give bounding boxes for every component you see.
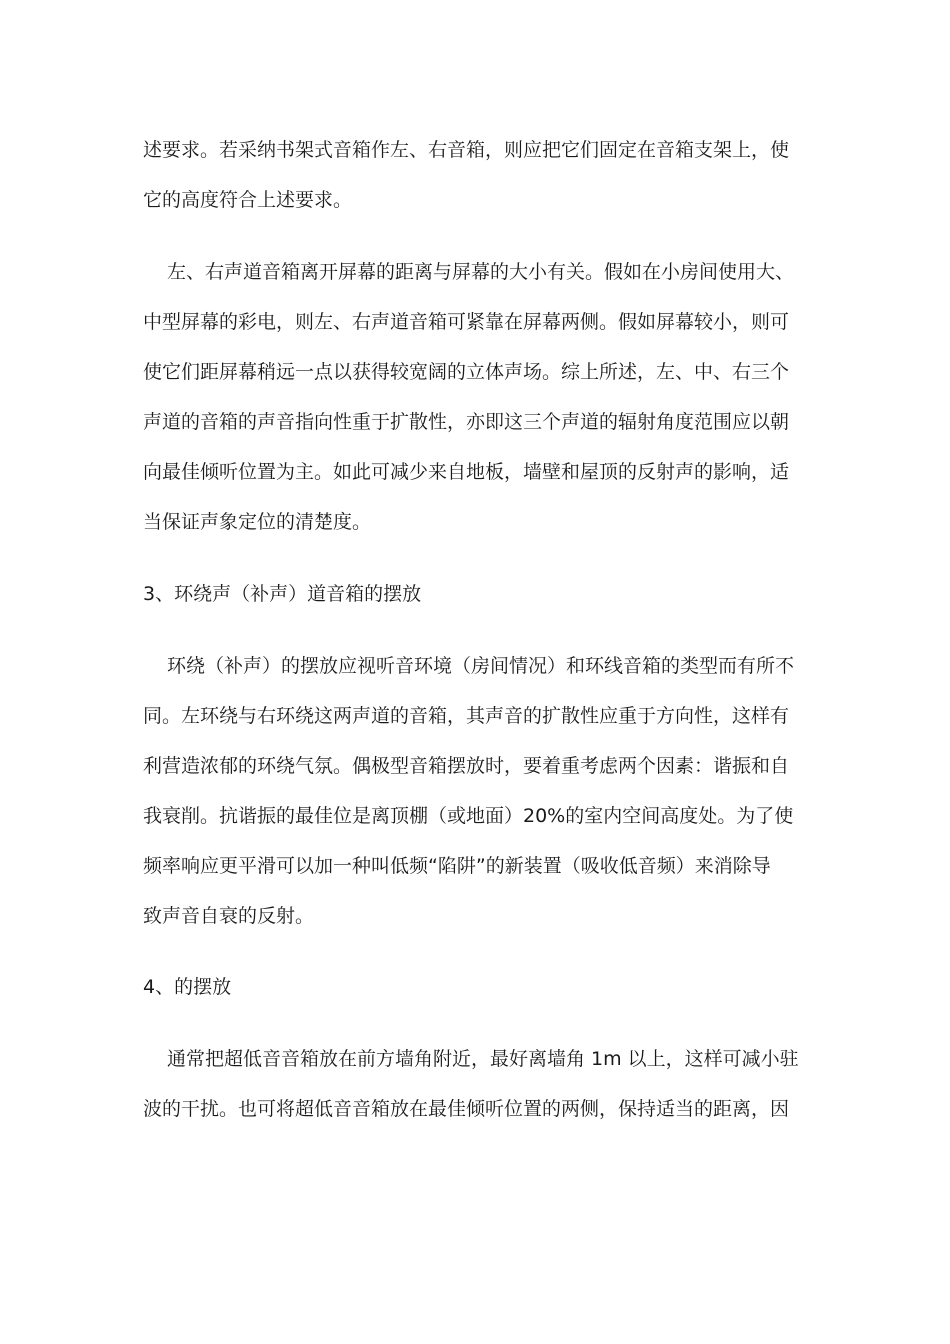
paragraph-1-line-2: 它的高度符合上述要求。 — [143, 189, 353, 211]
paragraph-2-line-6: 当保证声象定位的清楚度。 — [143, 511, 372, 533]
paragraph-2-line-2: 中型屏幕的彩电，则左、右声道音箱可紧靠在屏幕两侧。假如屏幕较小，则可 — [143, 311, 790, 333]
paragraph-2-line-5: 向最佳倾听位置为主。如此可减少来自地板，墙壁和屋顶的反射声的影响，适 — [143, 461, 790, 483]
paragraph-2-line-1: 左、右声道音箱离开屏幕的距离与屏幕的大小有关。假如在小房间使用大、 — [167, 261, 795, 283]
paragraph-3-line-2: 同。左环绕与右环绕这两声道的音箱，其声音的扩散性应重于方向性，这样有 — [143, 705, 790, 727]
paragraph-3-line-1: 环绕（补声）的摆放应视听音环境（房间情况）和环线音箱的类型而有所不 — [167, 655, 795, 677]
paragraph-2-line-4: 声道的音箱的声音指向性重于扩散性，亦即这三个声道的辐射角度范围应以朝 — [143, 411, 790, 433]
paragraph-3-line-3: 利营造浓郁的环绕气氛。偶极型音箱摆放时，要着重考虑两个因素：谐振和自 — [143, 755, 790, 777]
section-heading-4: 4、的摆放 — [143, 976, 232, 998]
paragraph-2-line-3: 使它们距屏幕稍远一点以获得较宽阔的立体声场。综上所述，左、中、右三个 — [143, 361, 790, 383]
paragraph-3-line-4: 我衰削。抗谐振的最佳位是离顶棚（或地面）20%的室内空间高度处。为了使 — [143, 805, 794, 827]
paragraph-3-line-6: 致声音自衰的反射。 — [143, 905, 315, 927]
paragraph-4-line-2: 波的干扰。也可将超低音音箱放在最佳倾听位置的两侧，保持适当的距离，因 — [143, 1098, 790, 1120]
paragraph-3-line-5: 频率响应更平滑可以加一种叫低频“陷阱”的新装置（吸收低音频）来消除导 — [143, 855, 771, 877]
paragraph-4-line-1: 通常把超低音音箱放在前方墙角附近，最好离墙角 1m 以上，这样可减小驻 — [167, 1048, 799, 1070]
paragraph-1-line-1: 述要求。若采纳书架式音箱作左、右音箱，则应把它们固定在音箱支架上，使 — [143, 139, 790, 161]
section-heading-3: 3、环绕声（补声）道音箱的摆放 — [143, 583, 422, 605]
